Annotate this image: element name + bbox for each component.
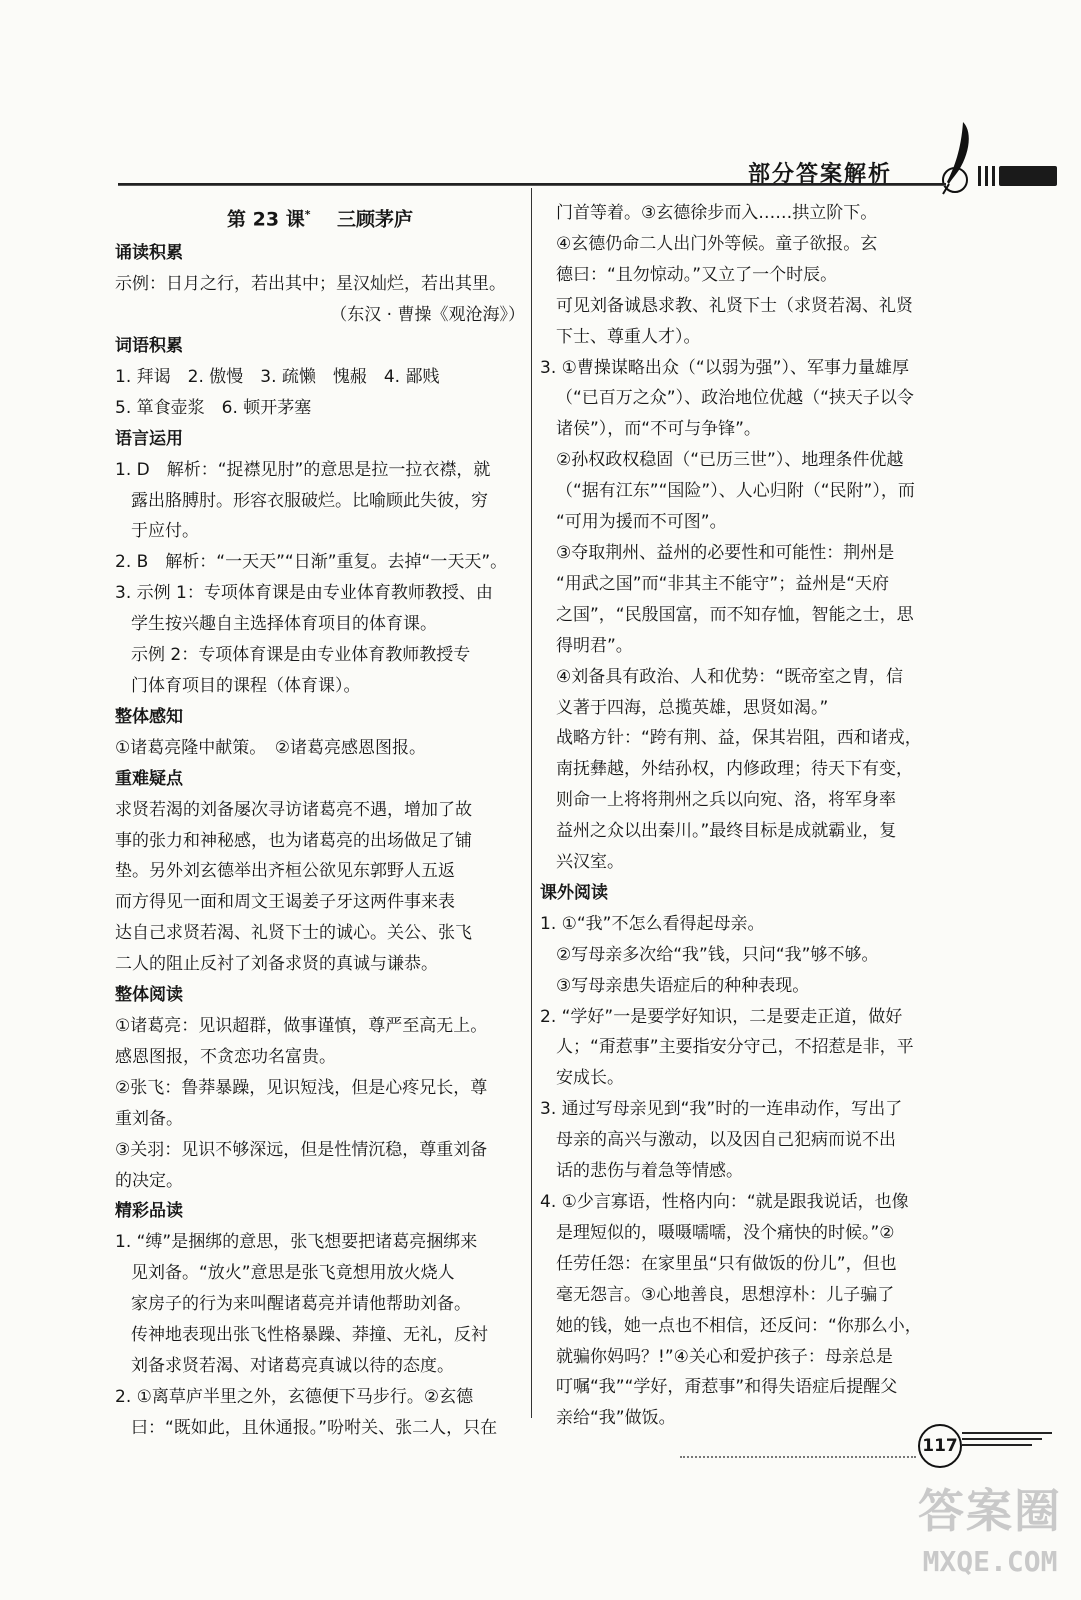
- left-text-line: 1. 拜谒 2. 傲慢 3. 疏懒 愧赧 4. 鄙贱: [115, 366, 440, 387]
- right-text-line: 可见刘备诚恳求教、礼贤下士（求贤若渴、礼贤: [556, 295, 913, 316]
- section-header-title: 部分答案解析: [748, 162, 893, 187]
- right-text-line: 4. ①少言寡语，性格内向：“就是跟我说话，也像: [540, 1192, 909, 1212]
- left-text-line: 重刘备。: [115, 1108, 183, 1129]
- right-text-line: ④玄德仍命二人出门外等候。童子欲报。玄: [556, 233, 878, 254]
- left-text-line: 2. B 解析：“一天天”“日渐”重复。去掉“一天天”。: [115, 552, 508, 573]
- left-text-line: 达自己求贤若渴、礼贤下士的诚心。关公、张飞: [115, 923, 472, 944]
- right-text-line: ②孙权政权稳固（“已历三世”）、地理条件优越: [556, 450, 904, 471]
- header-rule: [118, 183, 946, 186]
- right-text-line: ③写母亲患失语症后的种种表现。: [556, 975, 810, 996]
- page-number: 117: [918, 1424, 962, 1468]
- left-text-line: ①诸葛亮：见识超群，做事谨慎，尊严至高无上。: [115, 1015, 488, 1036]
- lesson-title: [115, 198, 525, 236]
- right-text-line: 诸侯”），而“不可与争锋”。: [556, 419, 761, 440]
- section-heading: 整体阅读: [115, 985, 183, 1006]
- lesson-name: 三顾茅庐: [336, 208, 413, 231]
- right-text-line: 3. ①曹操谋略出众（“以弱为强”）、军事力量雄厚: [540, 357, 909, 378]
- right-text-line: 亲给“我”做饭。: [556, 1408, 676, 1429]
- left-text-line: 事的张力和神秘感，也为诸葛亮的出场做足了铺: [115, 830, 472, 851]
- section-heading: 精彩品读: [115, 1201, 183, 1222]
- right-text-line: （“据有江东”“国险”）、人心归附（“民附”），而: [556, 481, 915, 502]
- left-text-line: 示例 2：专项体育课是由专业体育教师教授专: [131, 645, 471, 666]
- section-heading: 重难疑点: [115, 768, 183, 789]
- left-text-lines: [115, 238, 525, 1443]
- right-text-line: “可用为援而不可图”。: [556, 512, 727, 533]
- watermark-logo-text: 答案圈: [918, 1484, 1062, 1538]
- section-heading: 课外阅读: [540, 882, 608, 903]
- left-text-line: 示例：日月之行，若出其中；星汉灿烂，若出其里。: [115, 274, 506, 295]
- left-text-line: 刘备求贤若渴、对诸葛亮真诚以待的态度。: [131, 1355, 454, 1376]
- left-text-line: 感恩图报，不贪恋功名富贵。: [115, 1046, 336, 1067]
- section-heading: 词语积累: [115, 336, 183, 357]
- right-text-line: 1. ①“我”不怎么看得起母亲。: [540, 913, 765, 934]
- left-text-line: 门体育项目的课程（体育课）。: [131, 676, 361, 697]
- section-heading: 整体感知: [115, 706, 183, 727]
- right-text-line: 是理短似的，嗫嗫嚅嚅，没个痛快的时候。”②: [556, 1222, 895, 1243]
- right-column: [540, 198, 945, 1434]
- left-text-line: 2. ①离草庐半里之外，玄德便下马步行。②玄德: [115, 1386, 474, 1407]
- left-text-line: 1. D 解析：“捉襟见肘”的意思是拉一拉衣襟，就: [115, 459, 491, 480]
- right-text-line: 2. “学好”一是要学好知识，二是要走正道，做好: [540, 1006, 903, 1027]
- right-text-line: 义著于四海，总揽英雄，思贤如渴。”: [556, 697, 829, 718]
- left-text-line: ①诸葛亮隆中献策。 ②诸葛亮感恩图报。: [115, 737, 426, 758]
- right-text-line: 益州之众以出秦川。”最终目标是成就霸业，复: [556, 821, 897, 842]
- left-text-line: 见刘备。“放火”意思是张飞竟想用放火烧人: [131, 1263, 455, 1284]
- right-text-line: 下士、尊重人才）。: [556, 326, 701, 347]
- lesson-number: 第 23 课: [227, 208, 305, 231]
- lesson-mark: *: [304, 208, 311, 221]
- header-decoration-bars: [978, 166, 1058, 186]
- right-text-line: ②写母亲多次给“我”钱，只问“我”够不够。: [556, 944, 879, 965]
- left-text-line: 露出胳膊肘。形容衣服破烂。比喻顾此失彼，穷: [131, 490, 488, 511]
- left-text-line: 学生按兴趣自主选择体育项目的体育课。: [131, 614, 437, 635]
- left-text-line: 1. “缚”是捆绑的意思，张飞想要把诸葛亮捆绑来: [115, 1232, 478, 1253]
- right-text-line: ③夺取荆州、益州的必要性和可能性：荆州是: [556, 542, 895, 563]
- column-divider: [531, 188, 532, 1418]
- right-text-line: 门首等着。③玄德徐步而入……拱立阶下。: [556, 203, 878, 223]
- right-text-line: 则命一上将将荆州之兵以向宛、洛，将军身率: [556, 790, 896, 811]
- left-text-line: ③关羽：见识不够深远，但是性情沉稳，尊重刘备: [115, 1139, 488, 1160]
- section-heading: 语言运用: [115, 428, 183, 449]
- right-text-line: 毫无怨言。③心地善良，思想淳朴：儿子骗了: [556, 1284, 895, 1305]
- right-text-line: ④刘备具有政治、人和优势：“既帝室之胄，信: [556, 666, 904, 687]
- left-text-line: 的决定。: [115, 1170, 183, 1191]
- right-text-lines: [540, 198, 945, 1434]
- right-text-line: 她的钱，她一点也不相信，还反问：“你那么小，: [556, 1315, 922, 1336]
- right-text-line: 南抚彝越，外结孙权，内修政理；待天下有变，: [556, 759, 913, 780]
- left-text-line: （东汉 · 曹操《观沧海》）: [330, 305, 525, 326]
- right-text-line: 得明君”。: [556, 635, 633, 656]
- page-number-decoration: [962, 1432, 1062, 1456]
- right-text-line: 之国”，“民殷国富，而不知存恤，智能之士，思: [556, 604, 914, 625]
- right-text-line: 兴汉室。: [556, 852, 624, 873]
- left-text-line: 家房子的行为来叫醒诸葛亮并请他帮助刘备。: [131, 1294, 471, 1315]
- left-text-line: 曰：“既如此，且休通报。”吩咐关、张二人，只在: [131, 1417, 498, 1438]
- right-text-line: 母亲的高兴与激动，以及因自己犯病而说不出: [556, 1130, 896, 1151]
- right-text-line: 德曰：“且勿惊动。”又立了一个时辰。: [556, 264, 838, 285]
- section-heading: 诵读积累: [115, 243, 183, 264]
- left-column: [115, 198, 525, 1444]
- right-text-line: 话的悲伤与着急等情感。: [556, 1161, 743, 1182]
- right-text-line: 3. 通过写母亲见到“我”时的一连串动作，写出了: [540, 1099, 903, 1120]
- right-text-line: 安成长。: [556, 1068, 624, 1089]
- right-text-line: “用武之国”而“非其主不能守”；益州是“天府: [556, 573, 890, 594]
- left-text-line: 3. 示例 1：专项体育课是由专业体育教师教授、由: [115, 583, 493, 604]
- footer-dotted-line: [680, 1456, 916, 1458]
- left-text-line: ②张飞：鲁莽暴躁，见识短浅，但是心疼兄长，尊: [115, 1077, 488, 1098]
- left-text-line: 而方得见一面和周文王谒姜子牙这两件事来表: [115, 892, 455, 913]
- right-text-line: （“已百万之众”）、政治地位优越（“挟天子以令: [556, 388, 914, 409]
- watermark-domain: MXQE.COM: [922, 1545, 1058, 1578]
- left-text-line: 传神地表现出张飞性格暴躁、莽撞、无礼，反衬: [131, 1325, 488, 1346]
- right-text-line: 就骗你妈吗？!”④关心和爱护孩子：母亲总是: [556, 1346, 893, 1367]
- right-text-line: 叮嘱“我”“学好，甭惹事”和得失语症后提醒父: [556, 1377, 898, 1398]
- right-text-line: 人；“甭惹事”主要指安分守己，不招惹是非，平: [556, 1037, 914, 1058]
- left-text-line: 垫。另外刘玄德举出齐桓公欲见东郭野人五返: [115, 861, 455, 882]
- left-text-line: 于应付。: [131, 521, 199, 542]
- watermark: [905, 1480, 1075, 1600]
- right-text-line: 任劳任怨：在家里虽“只有做饭的份儿”，但也: [556, 1253, 897, 1274]
- right-text-line: 战略方针：“跨有荆、益，保其岩阻，西和诸戎，: [556, 728, 922, 749]
- left-text-line: 求贤若渴的刘备屡次寻访诸葛亮不遇，增加了故: [115, 799, 472, 820]
- left-text-line: 5. 箪食壶浆 6. 顿开茅塞: [115, 397, 312, 418]
- left-text-line: 二人的阻止反衬了刘备求贤的真诚与谦恭。: [115, 954, 438, 975]
